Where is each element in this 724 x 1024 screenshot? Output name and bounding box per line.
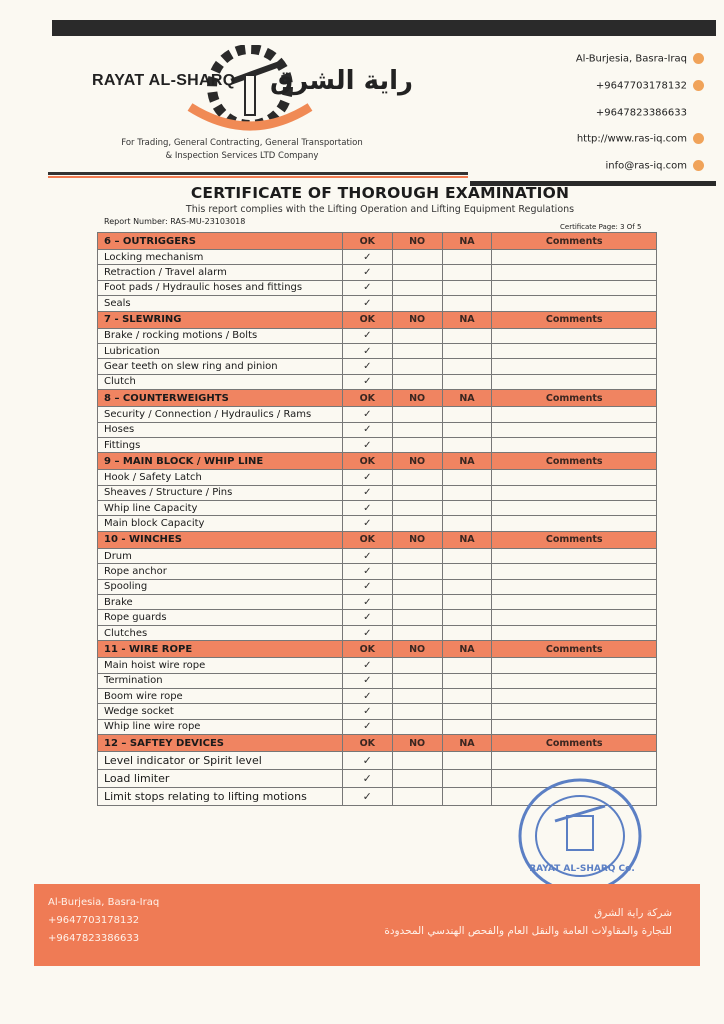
ok-check-mark: ✓ bbox=[342, 437, 392, 452]
column-header-no: NO bbox=[392, 390, 442, 407]
ok-check-mark: ✓ bbox=[342, 625, 392, 640]
na-cell bbox=[442, 422, 492, 437]
item-label: Clutch bbox=[98, 374, 343, 389]
column-header-ok: OK bbox=[342, 233, 392, 250]
section-header bbox=[98, 233, 657, 250]
header-email[interactable]: info@ras-iq.com bbox=[484, 160, 704, 172]
no-cell bbox=[392, 595, 442, 610]
na-cell bbox=[442, 437, 492, 452]
header-top-bar bbox=[52, 20, 716, 36]
footer-bar bbox=[34, 884, 700, 966]
no-cell bbox=[392, 265, 442, 280]
no-cell bbox=[392, 485, 442, 500]
web-icon bbox=[693, 133, 704, 144]
column-header-no: NO bbox=[392, 311, 442, 328]
section-title: 8 – COUNTERWEIGHTS bbox=[98, 390, 343, 407]
table-row bbox=[98, 265, 657, 280]
na-cell bbox=[442, 501, 492, 516]
na-cell bbox=[442, 343, 492, 358]
no-cell bbox=[392, 328, 442, 343]
item-label: Retraction / Travel alarm bbox=[98, 265, 343, 280]
no-cell bbox=[392, 374, 442, 389]
ok-check-mark: ✓ bbox=[342, 470, 392, 485]
column-header-na: NA bbox=[442, 390, 492, 407]
item-label: Clutches bbox=[98, 625, 343, 640]
na-cell bbox=[442, 265, 492, 280]
table-row bbox=[98, 501, 657, 516]
no-cell bbox=[392, 501, 442, 516]
table-row bbox=[98, 719, 657, 734]
section-title: 7 - SLEWRING bbox=[98, 311, 343, 328]
column-header-comments: Comments bbox=[492, 233, 657, 250]
item-label: Hoses bbox=[98, 422, 343, 437]
item-label: Fittings bbox=[98, 437, 343, 452]
column-header-ok: OK bbox=[342, 311, 392, 328]
item-label: Hook / Safety Latch bbox=[98, 470, 343, 485]
comments-cell bbox=[492, 374, 657, 389]
table-row bbox=[98, 485, 657, 500]
table-row bbox=[98, 516, 657, 531]
table-row bbox=[98, 704, 657, 719]
company-stamp bbox=[515, 776, 645, 896]
item-label: Locking mechanism bbox=[98, 250, 343, 265]
no-cell bbox=[392, 688, 442, 703]
ok-check-mark: ✓ bbox=[342, 516, 392, 531]
item-label: Wedge socket bbox=[98, 704, 343, 719]
stamp-text: RAYAT AL-SHARQ Co. bbox=[529, 864, 635, 874]
comments-cell bbox=[492, 296, 657, 311]
ok-check-mark: ✓ bbox=[342, 501, 392, 516]
na-cell bbox=[442, 485, 492, 500]
na-cell bbox=[442, 625, 492, 640]
item-label: Drum bbox=[98, 548, 343, 563]
ok-check-mark: ✓ bbox=[342, 328, 392, 343]
no-cell bbox=[392, 564, 442, 579]
comments-cell bbox=[492, 658, 657, 673]
header-website[interactable]: http://www.ras-iq.com bbox=[484, 133, 704, 145]
no-cell bbox=[392, 704, 442, 719]
table-row bbox=[98, 359, 657, 374]
ok-check-mark: ✓ bbox=[342, 485, 392, 500]
comments-cell bbox=[492, 516, 657, 531]
item-label: Lubrication bbox=[98, 343, 343, 358]
phone-icon bbox=[693, 80, 704, 91]
footer-contact: Al-Burjesia, Basra-Iraq +9647703178132 +9647823386633 bbox=[48, 897, 160, 944]
column-header-no: NO bbox=[392, 531, 442, 548]
column-header-comments: Comments bbox=[492, 531, 657, 548]
table-row bbox=[98, 407, 657, 422]
item-label: Brake / rocking motions / Bolts bbox=[98, 328, 343, 343]
no-cell bbox=[392, 280, 442, 295]
section-header bbox=[98, 311, 657, 328]
header-address: Al-Burjesia, Basra-Iraq bbox=[484, 53, 704, 65]
ok-check-mark: ✓ bbox=[342, 564, 392, 579]
item-label: Rope guards bbox=[98, 610, 343, 625]
ok-check-mark: ✓ bbox=[342, 280, 392, 295]
item-label: Load limiter bbox=[98, 770, 343, 788]
ok-check-mark: ✓ bbox=[342, 343, 392, 358]
comments-cell bbox=[492, 610, 657, 625]
na-cell bbox=[442, 250, 492, 265]
page-title: CERTIFICATE OF THOROUGH EXAMINATION bbox=[190, 184, 570, 202]
comments-cell bbox=[492, 548, 657, 563]
no-cell bbox=[392, 788, 442, 806]
column-header-no: NO bbox=[392, 453, 442, 470]
no-cell bbox=[392, 673, 442, 688]
column-header-comments: Comments bbox=[492, 641, 657, 658]
column-header-comments: Comments bbox=[492, 390, 657, 407]
no-cell bbox=[392, 250, 442, 265]
comments-cell bbox=[492, 328, 657, 343]
na-cell bbox=[442, 328, 492, 343]
no-cell bbox=[392, 770, 442, 788]
comments-cell bbox=[492, 265, 657, 280]
table-row bbox=[98, 470, 657, 485]
table-row bbox=[98, 422, 657, 437]
comments-cell bbox=[492, 673, 657, 688]
no-cell bbox=[392, 548, 442, 563]
table-row bbox=[98, 625, 657, 640]
no-cell bbox=[392, 437, 442, 452]
ok-check-mark: ✓ bbox=[342, 658, 392, 673]
table-row bbox=[98, 280, 657, 295]
page-subtitle: This report complies with the Lifting Operation and Lifting Equipment Regulations bbox=[185, 204, 575, 215]
no-cell bbox=[392, 610, 442, 625]
ok-check-mark: ✓ bbox=[342, 752, 392, 770]
table-row bbox=[98, 752, 657, 770]
column-header-ok: OK bbox=[342, 453, 392, 470]
ok-check-mark: ✓ bbox=[342, 579, 392, 594]
na-cell bbox=[442, 704, 492, 719]
no-cell bbox=[392, 516, 442, 531]
table-row bbox=[98, 296, 657, 311]
comments-cell bbox=[492, 579, 657, 594]
company-name-en: RAYAT AL-SHARQ bbox=[92, 72, 236, 89]
no-cell bbox=[392, 625, 442, 640]
na-cell bbox=[442, 407, 492, 422]
column-header-comments: Comments bbox=[492, 453, 657, 470]
ok-check-mark: ✓ bbox=[342, 250, 392, 265]
certificate-page: Certificate Page: 3 Of 5 bbox=[560, 223, 642, 231]
header-phone2: +9647823386633 bbox=[595, 107, 687, 119]
item-label: Termination bbox=[98, 673, 343, 688]
header-divider bbox=[48, 172, 468, 175]
item-label: Rope anchor bbox=[98, 564, 343, 579]
no-cell bbox=[392, 658, 442, 673]
table-row bbox=[98, 548, 657, 563]
section-title: 11 - WIRE ROPE bbox=[98, 641, 343, 658]
na-cell bbox=[442, 548, 492, 563]
column-header-no: NO bbox=[392, 233, 442, 250]
column-header-ok: OK bbox=[342, 735, 392, 752]
item-label: Security / Connection / Hydraulics / Rams bbox=[98, 407, 343, 422]
na-cell bbox=[442, 516, 492, 531]
comments-cell bbox=[492, 564, 657, 579]
ok-check-mark: ✓ bbox=[342, 610, 392, 625]
table-row bbox=[98, 673, 657, 688]
inspection-table bbox=[97, 232, 657, 806]
comments-cell bbox=[492, 407, 657, 422]
table-row bbox=[98, 595, 657, 610]
location-icon bbox=[693, 53, 704, 64]
comments-cell bbox=[492, 625, 657, 640]
comments-cell bbox=[492, 595, 657, 610]
ok-check-mark: ✓ bbox=[342, 673, 392, 688]
na-cell bbox=[442, 564, 492, 579]
comments-cell bbox=[492, 250, 657, 265]
na-cell bbox=[442, 658, 492, 673]
section-title: 9 – MAIN BLOCK / WHIP LINE bbox=[98, 453, 343, 470]
ok-check-mark: ✓ bbox=[342, 296, 392, 311]
item-label: Seals bbox=[98, 296, 343, 311]
table-row bbox=[98, 688, 657, 703]
table-row bbox=[98, 437, 657, 452]
company-name-ar: راية الشرق bbox=[270, 66, 414, 96]
no-cell bbox=[392, 579, 442, 594]
column-header-ok: OK bbox=[342, 390, 392, 407]
item-label: Main hoist wire rope bbox=[98, 658, 343, 673]
email-icon bbox=[693, 160, 704, 171]
report-number: Report Number: RAS-MU-23103018 bbox=[104, 217, 246, 226]
na-cell bbox=[442, 788, 492, 806]
no-cell bbox=[392, 752, 442, 770]
table-row bbox=[98, 564, 657, 579]
item-label: Boom wire rope bbox=[98, 688, 343, 703]
na-cell bbox=[442, 579, 492, 594]
ok-check-mark: ✓ bbox=[342, 422, 392, 437]
item-label: Whip line Capacity bbox=[98, 501, 343, 516]
footer-company-ar: شركة راية الشرق للتجارة والمقاولات العامة والنقل العام والفحص الهندسي المحدودة bbox=[384, 907, 672, 937]
section-title: 12 – SAFTEY DEVICES bbox=[98, 735, 343, 752]
na-cell bbox=[442, 673, 492, 688]
company-tagline: For Trading, General Contracting, General Transportation & Inspection Services LTD Company bbox=[121, 138, 363, 161]
na-cell bbox=[442, 752, 492, 770]
na-cell bbox=[442, 595, 492, 610]
table-row bbox=[98, 343, 657, 358]
comments-cell bbox=[492, 280, 657, 295]
column-header-no: NO bbox=[392, 641, 442, 658]
column-header-ok: OK bbox=[342, 641, 392, 658]
section-header bbox=[98, 641, 657, 658]
comments-cell bbox=[492, 343, 657, 358]
ok-check-mark: ✓ bbox=[342, 548, 392, 563]
na-cell bbox=[442, 280, 492, 295]
ok-check-mark: ✓ bbox=[342, 704, 392, 719]
comments-cell bbox=[492, 422, 657, 437]
comments-cell bbox=[492, 485, 657, 500]
column-header-na: NA bbox=[442, 531, 492, 548]
no-cell bbox=[392, 407, 442, 422]
table-row bbox=[98, 610, 657, 625]
item-label: Sheaves / Structure / Pins bbox=[98, 485, 343, 500]
column-header-na: NA bbox=[442, 233, 492, 250]
comments-cell bbox=[492, 704, 657, 719]
ok-check-mark: ✓ bbox=[342, 359, 392, 374]
comments-cell bbox=[492, 501, 657, 516]
table-row bbox=[98, 250, 657, 265]
ok-check-mark: ✓ bbox=[342, 770, 392, 788]
column-header-na: NA bbox=[442, 735, 492, 752]
no-cell bbox=[392, 719, 442, 734]
ok-check-mark: ✓ bbox=[342, 265, 392, 280]
comments-cell bbox=[492, 359, 657, 374]
section-header bbox=[98, 531, 657, 548]
item-label: Gear teeth on slew ring and pinion bbox=[98, 359, 343, 374]
ok-check-mark: ✓ bbox=[342, 595, 392, 610]
ok-check-mark: ✓ bbox=[342, 719, 392, 734]
column-header-no: NO bbox=[392, 735, 442, 752]
no-cell bbox=[392, 422, 442, 437]
na-cell bbox=[442, 770, 492, 788]
na-cell bbox=[442, 296, 492, 311]
ok-check-mark: ✓ bbox=[342, 688, 392, 703]
section-header bbox=[98, 390, 657, 407]
column-header-na: NA bbox=[442, 453, 492, 470]
column-header-na: NA bbox=[442, 641, 492, 658]
table-row bbox=[98, 579, 657, 594]
section-header bbox=[98, 735, 657, 752]
no-cell bbox=[392, 343, 442, 358]
na-cell bbox=[442, 719, 492, 734]
comments-cell bbox=[492, 752, 657, 770]
header-divider-accent bbox=[48, 176, 468, 178]
no-cell bbox=[392, 470, 442, 485]
na-cell bbox=[442, 359, 492, 374]
comments-cell bbox=[492, 437, 657, 452]
ok-check-mark: ✓ bbox=[342, 374, 392, 389]
column-header-ok: OK bbox=[342, 531, 392, 548]
na-cell bbox=[442, 688, 492, 703]
column-header-comments: Comments bbox=[492, 311, 657, 328]
item-label: Limit stops relating to lifting motions bbox=[98, 788, 343, 806]
na-cell bbox=[442, 374, 492, 389]
item-label: Spooling bbox=[98, 579, 343, 594]
ok-check-mark: ✓ bbox=[342, 407, 392, 422]
item-label: Whip line wire rope bbox=[98, 719, 343, 734]
no-cell bbox=[392, 359, 442, 374]
section-title: 6 – OUTRIGGERS bbox=[98, 233, 343, 250]
na-cell bbox=[442, 470, 492, 485]
item-label: Main block Capacity bbox=[98, 516, 343, 531]
column-header-na: NA bbox=[442, 311, 492, 328]
item-label: Brake bbox=[98, 595, 343, 610]
comments-cell bbox=[492, 688, 657, 703]
table-row bbox=[98, 658, 657, 673]
item-label: Level indicator or Spirit level bbox=[98, 752, 343, 770]
header-phone1: +9647703178132 bbox=[484, 80, 704, 92]
comments-cell bbox=[492, 719, 657, 734]
column-header-comments: Comments bbox=[492, 735, 657, 752]
section-title: 10 - WINCHES bbox=[98, 531, 343, 548]
section-header bbox=[98, 453, 657, 470]
no-cell bbox=[392, 296, 442, 311]
item-label: Foot pads / Hydraulic hoses and fittings bbox=[98, 280, 343, 295]
ok-check-mark: ✓ bbox=[342, 788, 392, 806]
na-cell bbox=[442, 610, 492, 625]
table-row bbox=[98, 374, 657, 389]
table-row bbox=[98, 328, 657, 343]
comments-cell bbox=[492, 470, 657, 485]
